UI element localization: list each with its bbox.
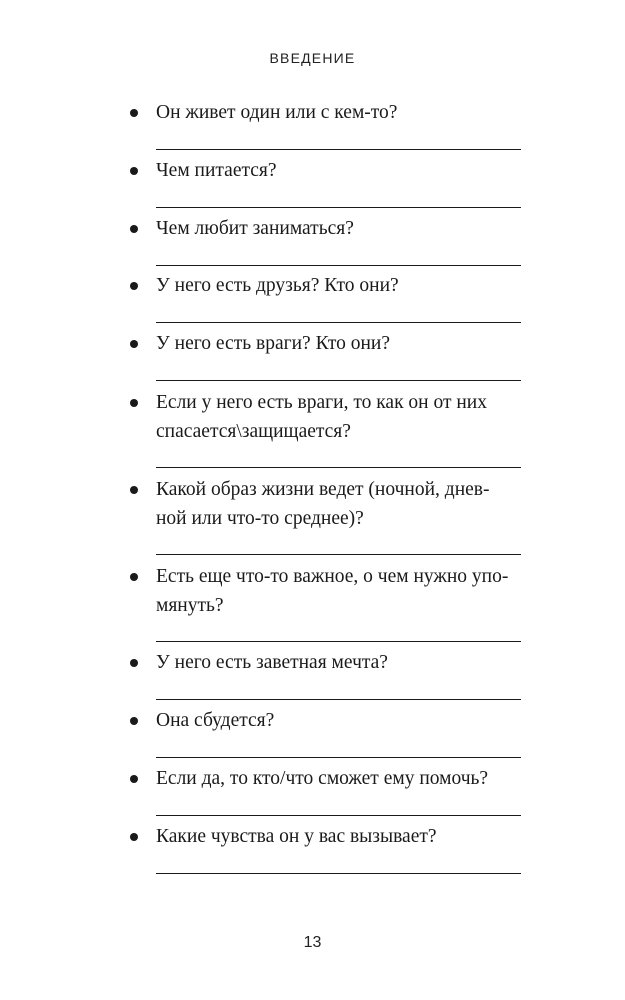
question-line: Какой образ жизни ведет (ночной, днев- <box>156 479 490 500</box>
question-line: Если у него есть враги, то как он от них <box>156 392 487 413</box>
answer-line[interactable] <box>156 207 521 208</box>
question-line: Есть еще что-то важное, о чем нужно упо- <box>156 566 509 587</box>
question-text <box>156 648 526 677</box>
question-text <box>156 764 526 793</box>
question-line: У него есть враги? Кто они? <box>156 333 390 354</box>
answer-line[interactable] <box>156 757 521 758</box>
answer-line[interactable] <box>156 380 521 381</box>
bullet-icon <box>130 340 138 348</box>
bullet-icon <box>130 833 138 841</box>
bullet-icon <box>130 775 138 783</box>
bullet-icon <box>130 399 138 407</box>
bullet-icon <box>130 659 138 667</box>
question-text <box>156 475 526 533</box>
bullet-icon <box>130 225 138 233</box>
question-line: У него есть друзья? Кто они? <box>156 275 399 296</box>
answer-line[interactable] <box>156 699 521 700</box>
bullet-icon <box>130 109 138 117</box>
question-line: ной или что-то среднее)? <box>156 508 364 529</box>
question-text <box>156 822 526 851</box>
answer-line[interactable] <box>156 467 521 468</box>
running-head: ВВЕДЕНИЕ <box>269 50 356 66</box>
answer-line[interactable] <box>156 322 521 323</box>
question-line: Какие чувства он у вас вызывает? <box>156 826 437 847</box>
bullet-icon <box>130 282 138 290</box>
question-line: Если да, то кто/что сможет ему помочь? <box>156 768 489 789</box>
question-text <box>156 329 526 358</box>
question-text <box>156 388 526 446</box>
bullet-icon <box>130 717 138 725</box>
answer-line[interactable] <box>156 641 521 642</box>
question-line: Она сбудется? <box>156 710 275 731</box>
question-line: Он живет один или с кем-то? <box>156 102 398 123</box>
question-line: спасается\защищается? <box>156 421 351 442</box>
answer-line[interactable] <box>156 149 521 150</box>
answer-line[interactable] <box>156 815 521 816</box>
question-line: Чем любит заниматься? <box>156 218 354 239</box>
bullet-icon <box>130 167 138 175</box>
question-text <box>156 156 526 185</box>
answer-line[interactable] <box>156 554 521 555</box>
question-text <box>156 562 526 620</box>
question-text <box>156 214 526 243</box>
answer-line[interactable] <box>156 873 521 874</box>
question-line: Чем питается? <box>156 160 277 181</box>
question-text <box>156 271 526 300</box>
answer-line[interactable] <box>156 265 521 266</box>
question-line: мянуть? <box>156 595 224 616</box>
bullet-icon <box>130 573 138 581</box>
page-number: 13 <box>303 934 322 951</box>
bullet-icon <box>130 486 138 494</box>
question-text <box>156 706 526 735</box>
question-text <box>156 98 526 127</box>
question-line: У него есть заветная мечта? <box>156 652 388 673</box>
